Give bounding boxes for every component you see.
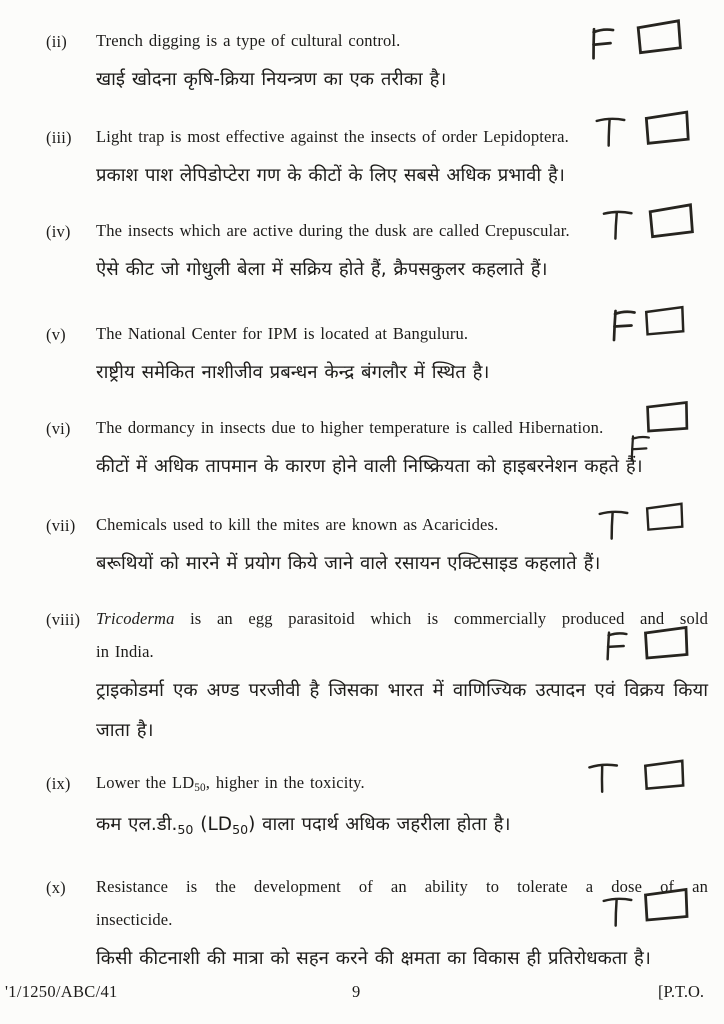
text-segment: जाता है। (96, 720, 154, 741)
answer-box-ix (643, 757, 685, 792)
statement-line-hi (96, 156, 708, 196)
text-segment: बरूथियों को मारने में प्रयोग किये जाने वाले रसायन एक्टिसाइड कहलाते हैं। (96, 553, 601, 574)
statement-line-hi (96, 544, 708, 584)
question-number: (v) (46, 325, 66, 344)
statement-line-hi (96, 447, 708, 487)
answer-box-x (643, 887, 689, 922)
question-vi (44, 411, 708, 487)
statement-hindi (96, 671, 708, 751)
text-segment: 50 (177, 821, 194, 837)
statement-line-hi (96, 711, 708, 751)
question-number: (iii) (46, 128, 72, 147)
handwritten-answer-letter-vii (597, 504, 630, 544)
pto-label: [P.T.O. (658, 982, 704, 1001)
text-segment: Chemicals used to kill the mites are known as Acaricides. (96, 515, 499, 534)
statement-hindi (96, 805, 708, 846)
text-segment: कम एल.डी. (96, 814, 178, 835)
question-number: (ix) (46, 774, 71, 793)
answer-box-ii (635, 18, 682, 55)
answer-box-v (644, 303, 685, 338)
question-viii (44, 602, 708, 751)
handwritten-answer-letter-iv (601, 206, 635, 243)
text-segment: किसी कीटनाशी की मात्रा को सहन करने की क्षमता का विकास ही प्रतिरोधकता है। (96, 948, 651, 969)
answer-box-vi (645, 399, 690, 435)
text-segment: The dormancy in insects due to higher temperature is called Hibernation. (96, 418, 604, 437)
statement-line-hi (96, 939, 708, 979)
text-segment: , higher in the toxicity. (205, 773, 365, 792)
handwritten-answer-letter-x (601, 891, 634, 931)
text-segment: 50 (194, 782, 206, 795)
paper-code: '1/1250/ABC/41 (5, 982, 118, 1001)
statement-hindi (96, 447, 708, 487)
text-segment: 50 (232, 821, 249, 837)
text-segment: प्रकाश पाश लेपिडोप्टेरा गण के कीटों के लिए सबसे अधिक प्रभावी है। (96, 165, 565, 186)
question-number: (ii) (46, 32, 67, 51)
text-segment: खाई खोदना कृषि-क्रिया नियन्त्रण का एक तरीका है। (96, 69, 447, 90)
statement-line-hi (96, 353, 708, 393)
page-number: 9 (352, 982, 361, 1001)
text-segment: (LD (193, 814, 233, 835)
text-segment: Light trap is most effective against the insects of order Lepidoptera. (96, 127, 569, 146)
handwritten-answer-letter-ix (586, 758, 620, 795)
question-number: (viii) (46, 610, 81, 629)
statement-hindi (96, 544, 708, 584)
question-number: (vii) (46, 516, 76, 535)
text-segment: Tricoderma (96, 609, 175, 628)
question-text (96, 411, 708, 487)
text-segment: राष्ट्रीय समेकित नाशीजीव प्रबन्धन केन्द्र बंगलौर में स्थित है। (96, 362, 490, 383)
statement-line-hi (96, 671, 708, 711)
text-segment: ऐसे कीट जो गोधुली बेला में सक्रिय होते हैं, क्रैपसकुलर कहलाते हैं। (96, 259, 548, 280)
answer-box-vii (645, 499, 684, 534)
handwritten-answer-letter-viii (598, 629, 631, 662)
statement-hindi (96, 353, 708, 393)
statement-line-en (96, 411, 708, 444)
answer-box-iv (647, 202, 694, 239)
question-number: (iv) (46, 222, 71, 241)
text-segment: ट्राइकोडर्मा एक अण्ड परजीवी है जिसका भारत में वाणिज्यिक उत्पादन एवं विक्रय किया (96, 680, 708, 701)
text-segment: ) वाला पदार्थ अधिक जहरीला होता है। (248, 814, 511, 835)
question-text (96, 602, 708, 751)
question-number: (x) (46, 878, 66, 897)
text-segment: in India. (96, 642, 154, 661)
question-number: (vi) (46, 419, 71, 438)
handwritten-answer-letter-v (605, 307, 638, 343)
handwritten-answer-letter-ii (583, 24, 617, 61)
statement-hindi (96, 156, 708, 196)
statement-hindi (96, 939, 708, 979)
text-segment: is an egg parasitoid which is commercially produced and sold (174, 609, 708, 628)
text-segment: कीटों में अधिक तापमान के कारण होने वाली निष्क्रियता को हाइबरनेशन कहते हैं। (96, 456, 643, 477)
statement-line-hi (96, 805, 708, 846)
statement-hindi (96, 250, 708, 290)
answer-box-iii (644, 110, 691, 146)
handwritten-answer-letter-iii (594, 113, 627, 149)
answer-box-viii (643, 625, 689, 660)
text-segment: The insects which are active during the dusk are called Crepuscular. (96, 221, 570, 240)
statement-hindi (96, 60, 708, 100)
text-segment: Lower the LD (96, 773, 195, 792)
statement-line-hi (96, 60, 708, 100)
text-segment: Trench digging is a type of cultural control. (96, 31, 401, 50)
handwritten-answer-letter-vi (625, 433, 651, 463)
statement-line-hi (96, 250, 708, 290)
statement-english (96, 411, 708, 444)
text-segment: The National Center for IPM is located at Banguluru. (96, 324, 469, 343)
text-segment: Resistance is the development of an ability to tolerate a dose of an (96, 877, 708, 896)
text-segment: insecticide. (96, 910, 173, 929)
page-footer (0, 982, 724, 1014)
